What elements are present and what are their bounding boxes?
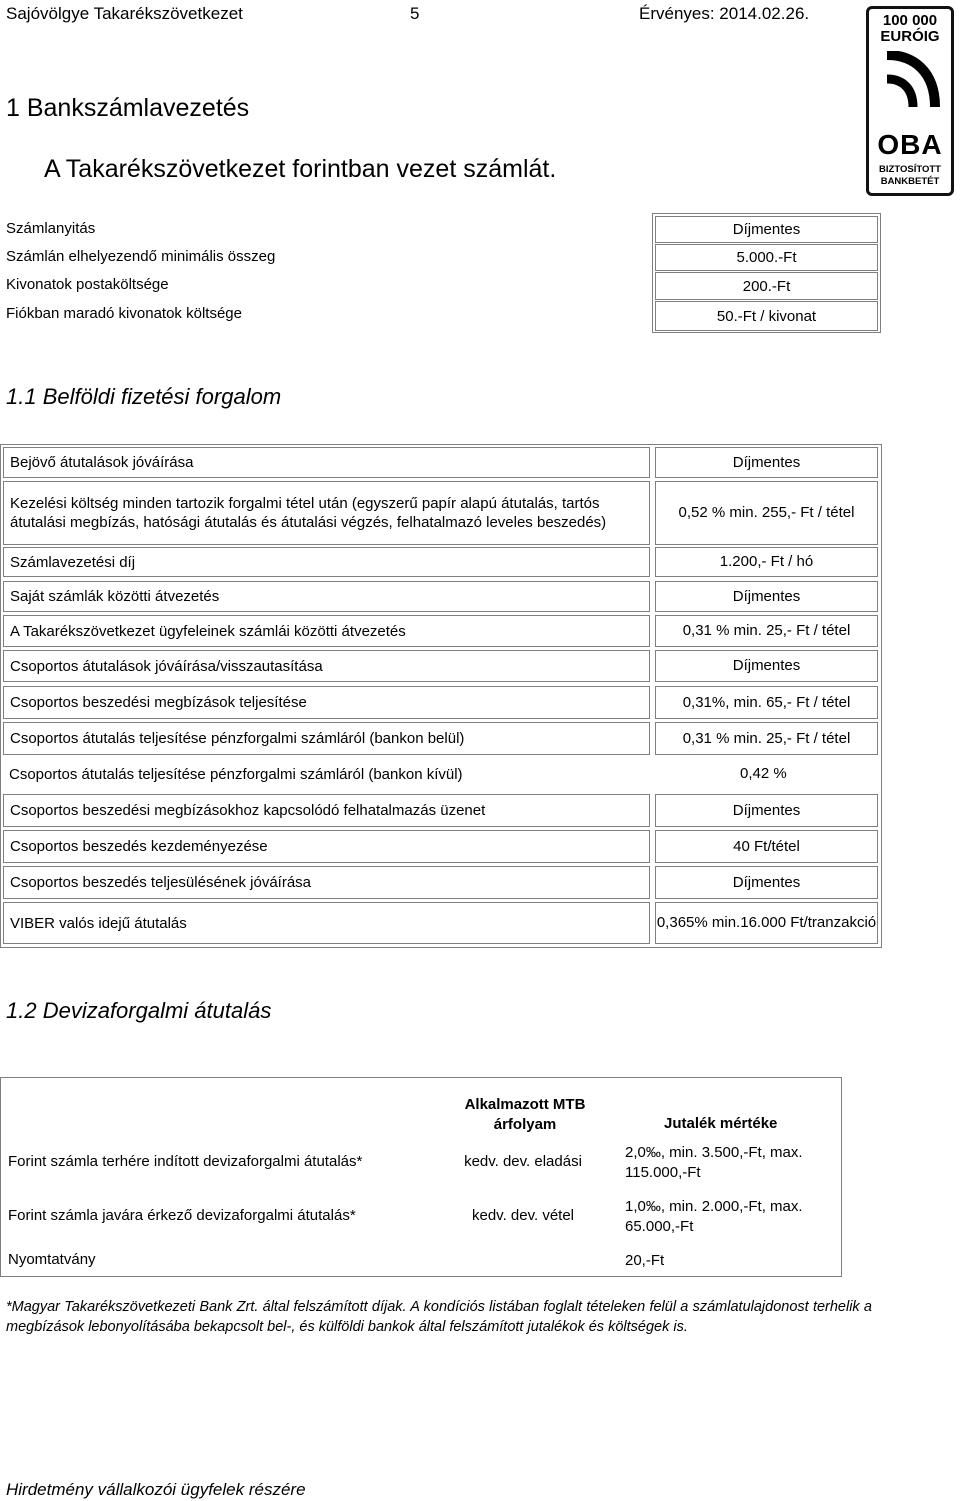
table-row-label: Csoportos beszedési megbízások teljesítése — [3, 686, 650, 719]
forex-row-label: Forint számla terhére indított devizaforgalmi átutalás* — [8, 1153, 363, 1170]
table-row-value: 0,365% min.16.000 Ft/tranzakció — [655, 902, 878, 944]
account-row-label: Számlán elhelyezendő minimális összeg — [6, 248, 276, 265]
account-row-value: 50.-Ft / kivonat — [655, 301, 878, 331]
table-row-label: Számlavezetési díj — [3, 547, 650, 577]
table-row-value: 0,31 % min. 25,- Ft / tétel — [655, 615, 878, 647]
table-row-value: 0,31%, min. 65,- Ft / tétel — [655, 686, 878, 719]
table-row-value: Díjmentes — [655, 447, 878, 478]
forex-row-label: Forint számla javára érkező devizaforgalmi átutalás* — [8, 1207, 356, 1224]
table-row-label: Saját számlák közötti átvezetés — [3, 581, 650, 612]
forex-row-rate: kedv. dev. eladási — [464, 1153, 582, 1170]
table-row-label: Bejövő átutalások jóváírása — [3, 447, 650, 478]
logo-line1: 100 000 EURÓIG — [880, 12, 940, 45]
footnote: *Magyar Takarékszövetkezeti Bank Zrt. által felszámított díjak. A kondíciós listában foglalt tételeken felül a számlatulajdonost terhelik a megbízások lebonyolításába bekapcsolt bel-, és külföldi bankok által felszámított jutalékok és költségek is. — [6, 1299, 872, 1335]
section1-heading: 1 Bankszámlavezetés — [6, 94, 250, 122]
section12-heading: 1.2 Devizaforgalmi átutalás — [6, 998, 272, 1023]
table-row-value: Díjmentes — [655, 866, 878, 899]
account-row-value: Díjmentes — [655, 216, 878, 243]
table-row-label: Csoportos beszedési megbízásokhoz kapcsolódó felhatalmazás üzenet — [3, 794, 650, 827]
account-row-value: 5.000.-Ft — [655, 244, 878, 271]
table-row-value: 0,31 % min. 25,- Ft / tétel — [655, 722, 878, 755]
logo-curve-icon — [883, 51, 941, 111]
forex-row-fee: 2,0‰, min. 3.500,-Ft, max. 115.000,-Ft — [625, 1144, 803, 1181]
table-row-label: Csoportos beszedés kezdeményezése — [3, 830, 650, 863]
table-row-value: Díjmentes — [655, 650, 878, 682]
account-row-label: Fiókban maradó kivonatok költsége — [6, 305, 242, 322]
table-row-label: Csoportos beszedés teljesülésének jóváírása — [3, 866, 650, 899]
oba-logo — [866, 6, 954, 196]
table-row-value: Díjmentes — [655, 581, 878, 612]
table-row-value: 1.200,- Ft / hó — [655, 547, 878, 577]
table-row-value: 0,52 % min. 255,- Ft / tétel — [655, 481, 878, 545]
section1-subheading: A Takarékszövetkezet forintban vezet számlát. — [44, 155, 557, 183]
header-page-number: 5 — [410, 4, 420, 23]
table-row-label: A Takarékszövetkezet ügyfeleinek számlái közötti átvezetés — [3, 615, 650, 647]
table-row-label: VIBER valós idejű átutalás — [3, 902, 650, 944]
account-row-label: Számlanyitás — [6, 220, 96, 237]
table-row-value: Díjmentes — [655, 794, 878, 827]
header-institution: Sajóvölgye Takarékszövetkezet — [6, 4, 243, 23]
footer-text: Hirdetmény vállalkozói ügyfelek részére — [6, 1480, 306, 1499]
forex-row-fee: 1,0‰, min. 2.000,-Ft, max. 65.000,-Ft — [625, 1198, 803, 1235]
table-row-label: Csoportos átutalás teljesítése pénzforgalmi számláról (bankon belül) — [3, 722, 650, 755]
table-row-label: Csoportos átutalások jóváírása/visszautasítása — [3, 650, 650, 682]
table-row-value: 40 Ft/tétel — [655, 830, 878, 863]
header-valid-from: Érvényes: 2014.02.26. — [639, 4, 810, 23]
logo-subtext: BIZTOSÍTOTT BANKBETÉT — [879, 164, 941, 187]
col-rate-header: Alkalmazott MTB árfolyam — [464, 1096, 586, 1133]
col-fee-header: Jutalék mértéke — [664, 1115, 778, 1132]
forex-row-label: Nyomtatvány — [8, 1251, 96, 1268]
forex-row-rate: kedv. dev. vétel — [472, 1207, 574, 1224]
account-row-value: 200.-Ft — [655, 272, 878, 300]
account-row-label: Kivonatok postaköltsége — [6, 276, 169, 293]
forex-row-fee: 20,-Ft — [625, 1252, 665, 1269]
table-row-value: 0,42 % — [740, 765, 787, 782]
logo-brand: OBA — [877, 129, 943, 160]
section11-heading: 1.1 Belföldi fizetési forgalom — [6, 384, 282, 409]
table-row-label: Kezelési költség minden tartozik forgalmi tétel után (egyszerű papír alapú átutalás, tartós átutalási megbízás, hatósági átutalás és átutalási végzés, felhatalmazó leveles beszedés) — [3, 481, 650, 545]
table-row-label: Csoportos átutalás teljesítése pénzforgalmi számláról (bankon kívül) — [9, 766, 463, 783]
